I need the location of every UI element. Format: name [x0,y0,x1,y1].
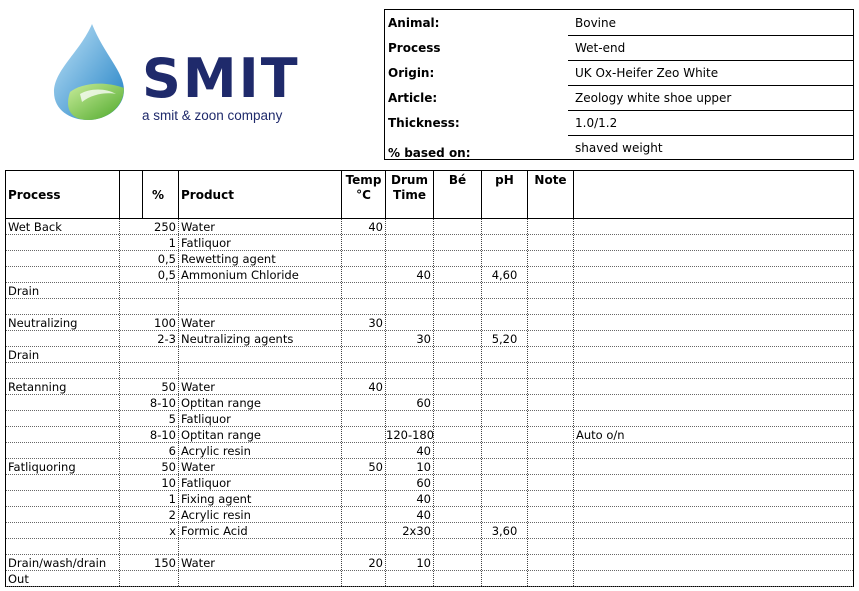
cell-product: Formic Acid [181,524,248,538]
header-time: Time [393,188,426,202]
header-ph: pH [495,173,514,187]
cell-product: Acrylic resin [181,508,251,522]
cell-percent: 5 [168,412,176,426]
cell-percent: 8-10 [149,396,176,410]
table-row [6,411,853,427]
info-row-based-on [385,135,853,160]
cell-product: Neutralizing agents [181,332,294,346]
table-row [6,315,853,331]
cell-temp: 30 [368,316,383,330]
cell-percent: 0,5 [157,252,176,266]
cell-drum-time: 40 [416,444,431,458]
table-row [6,555,853,571]
cell-note: Auto o/n [576,428,625,442]
cell-ph: 4,60 [491,268,518,282]
info-row-process [385,35,853,60]
header-temp-unit: °C [356,188,371,202]
cell-product: Water [181,220,215,234]
table-row [6,363,853,379]
cell-drum-time: 10 [416,556,431,570]
cell-product: Optitan range [181,428,261,442]
table-row [6,379,853,395]
cell-process: Wet Back [8,220,62,234]
cell-product: Water [181,556,215,570]
cell-product: Fatliquor [181,476,231,490]
cell-drum-time: 40 [416,268,431,282]
cell-process: Drain/wash/drain [8,556,107,570]
info-value: Wet-end [575,41,626,55]
info-label: Article: [388,91,438,105]
table-row [6,523,853,539]
cell-process: Drain [8,284,40,298]
cell-drum-time: 40 [416,508,431,522]
info-value: Zeology white shoe upper [575,91,732,105]
info-label: Thickness: [388,116,460,130]
cell-percent: 1 [168,492,176,506]
info-row-origin [385,60,853,85]
info-label: Process [388,41,441,55]
cell-product: Water [181,316,215,330]
cell-temp: 40 [368,380,383,394]
info-value: 1.0/1.2 [575,116,618,130]
logo-tagline: a smit & zoon company [142,108,283,123]
cell-drum-time: 120-180 [386,428,435,442]
cell-product: Water [181,460,215,474]
cell-percent: x [169,524,176,538]
header-process: Process [8,188,61,202]
table-row [6,235,853,251]
header-drum: Drum [391,173,428,187]
info-label: % based on: [388,146,471,160]
header-note: Note [534,173,567,187]
cell-percent: 100 [154,316,176,330]
table-row [6,347,853,363]
table-row [6,267,853,283]
cell-percent: 2-3 [157,332,176,346]
cell-product: Optitan range [181,396,261,410]
cell-product: Fixing agent [181,492,252,506]
cell-drum-time: 30 [416,332,431,346]
table-row [6,251,853,267]
header-product: Product [181,188,234,202]
table-row [6,299,853,315]
recipe-table [5,170,854,587]
cell-process: Retanning [8,380,67,394]
cell-temp: 50 [368,460,383,474]
cell-product: Water [181,380,215,394]
header-baume: Bé [448,173,467,187]
table-row [6,331,853,347]
info-row-animal [385,10,853,35]
cell-percent: 250 [154,220,176,234]
cell-percent: 0,5 [157,268,176,282]
table-row [6,571,853,587]
info-label: Origin: [388,66,435,80]
table-row [6,539,853,555]
cell-percent: 8-10 [149,428,176,442]
cell-temp: 20 [368,556,383,570]
table-row [6,395,853,411]
logo-wordmark: SMIT [142,47,300,110]
cell-percent: 150 [154,556,176,570]
table-row [6,491,853,507]
droplet-logo-icon [50,22,140,122]
cell-percent: 50 [161,460,176,474]
cell-drum-time: 2x30 [402,524,431,538]
cell-product: Rewetting agent [181,252,276,266]
cell-temp: 40 [368,220,383,234]
cell-drum-time: 10 [416,460,431,474]
cell-product: Ammonium Chloride [181,268,299,282]
cell-product: Fatliquor [181,236,231,250]
table-row [6,507,853,523]
cell-process: Neutralizing [8,316,78,330]
cell-percent: 50 [161,380,176,394]
cell-product: Acrylic resin [181,444,251,458]
cell-process: Out [8,572,29,586]
cell-product: Fatliquor [181,412,231,426]
cell-ph: 3,60 [491,524,518,538]
cell-process: Fatliquoring [8,460,76,474]
table-row [6,427,853,443]
company-logo [50,22,330,132]
cell-process: Drain [8,348,40,362]
info-value: UK Ox-Heifer Zeo White [575,66,719,80]
cell-drum-time: 60 [416,396,431,410]
cell-drum-time: 60 [416,476,431,490]
table-row [6,443,853,459]
info-value: shaved weight [575,141,663,155]
cell-percent: 1 [168,236,176,250]
table-row [6,219,853,235]
cell-percent: 2 [168,508,176,522]
cell-percent: 10 [161,476,176,490]
recipe-info-box [384,9,854,160]
table-row [6,283,853,299]
header-percent: % [152,188,165,202]
cell-drum-time: 40 [416,492,431,506]
cell-ph: 5,20 [491,332,518,346]
info-row-article [385,85,853,110]
info-row-thickness [385,110,853,135]
header-temp: Temp [345,173,382,187]
info-label: Animal: [388,16,440,30]
cell-percent: 6 [168,444,176,458]
table-row [6,475,853,491]
info-value: Bovine [575,16,616,30]
table-row [6,459,853,475]
